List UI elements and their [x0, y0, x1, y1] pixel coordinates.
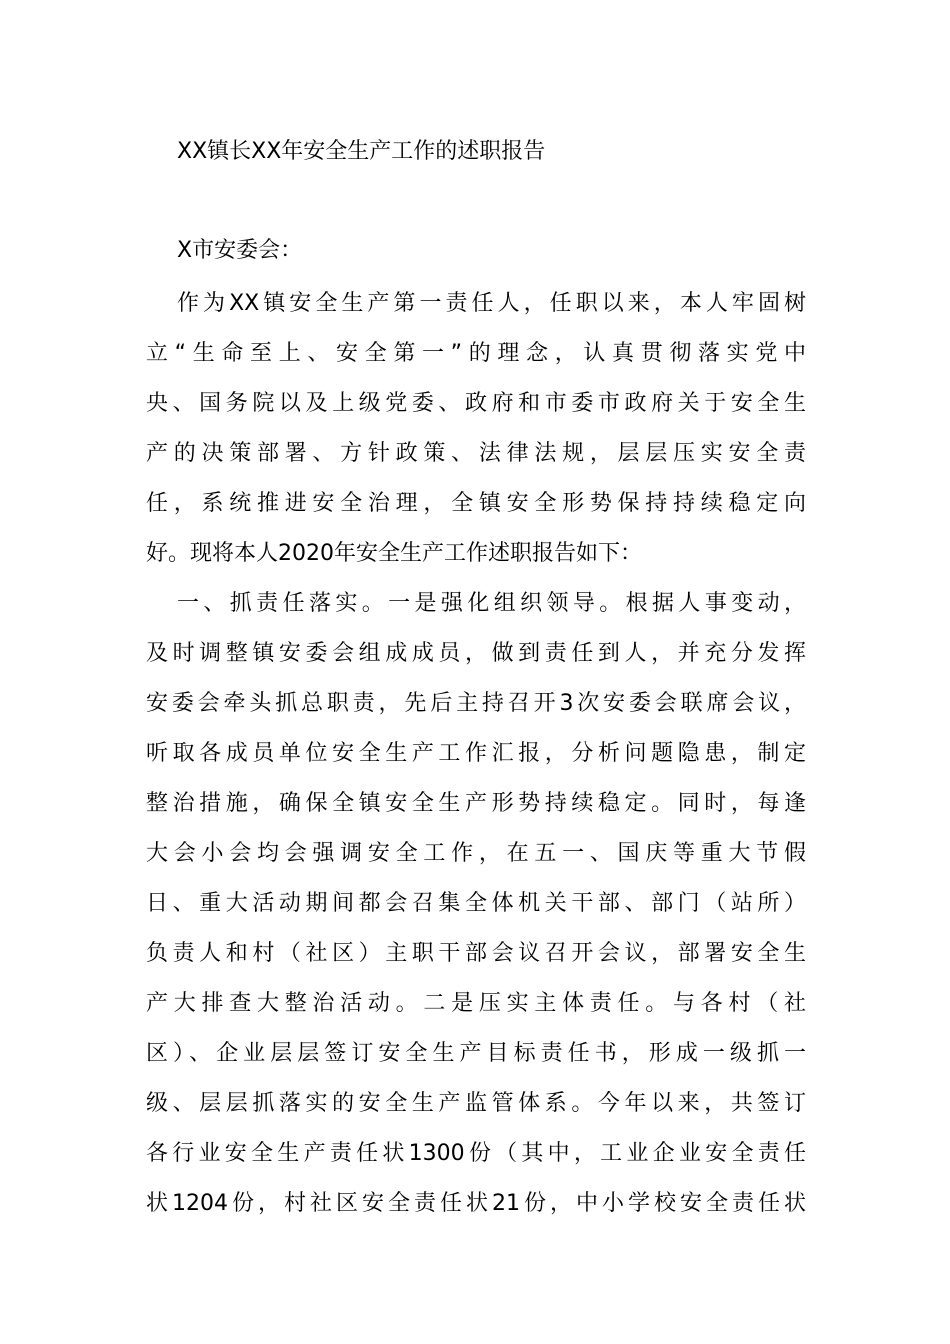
text-line: 安委会牵头抓总职责，先后主持召开3次安委会联席会议，: [146, 691, 806, 716]
text-line: 好。现将本人2020年安全生产工作述职报告如下：: [146, 541, 642, 566]
text-line: 级、层层抓落实的安全生产监管体系。今年以来，共签订: [146, 1091, 806, 1116]
text-line: 立“生命至上、安全第一”的理念，认真贯彻落实党中: [146, 341, 806, 366]
text-line: 日、重大活动期间都会召集全体机关干部、部门（站所）: [146, 891, 806, 916]
text-line: 及时调整镇安委会组成成员，做到责任到人，并充分发挥: [146, 641, 806, 666]
document-body: [146, 282, 806, 1232]
text-line: 大会小会均会强调安全工作，在五一、国庆等重大节假: [146, 841, 806, 866]
text-line: 作为XX镇安全生产第一责任人，任职以来，本人牢固树: [177, 291, 806, 316]
text-line: 央、国务院以及上级党委、政府和市委市政府关于安全生: [146, 391, 806, 416]
text-line: 产的决策部署、方针政策、法律法规，层层压实安全责: [146, 441, 806, 466]
text-line: 负责人和村（社区）主职干部会议召开会议，部署安全生: [146, 941, 806, 966]
text-line: 各行业安全生产责任状1300份（其中，工业企业安全责任: [146, 1141, 806, 1166]
text-line: 整治措施，确保全镇安全生产形势持续稳定。同时，每逢: [146, 791, 806, 816]
text-line: 任，系统推进安全治理，全镇安全形势保持持续稳定向: [146, 491, 806, 516]
text-line: 状1204份，村社区安全责任状21份，中小学校安全责任状: [146, 1191, 806, 1216]
text-line: 区）、企业层层签订安全生产目标责任书，形成一级抓一: [146, 1041, 806, 1066]
salutation: X市安委会：: [177, 238, 303, 263]
text-line: 一、抓责任落实。一是强化组织领导。根据人事变动，: [177, 591, 806, 616]
document-title: XX镇长XX年安全生产工作的述职报告: [177, 139, 546, 164]
text-line: 听取各成员单位安全生产工作汇报，分析问题隐患，制定: [146, 741, 806, 766]
text-line: 产大排查大整治活动。二是压实主体责任。与各村（社: [146, 991, 806, 1016]
